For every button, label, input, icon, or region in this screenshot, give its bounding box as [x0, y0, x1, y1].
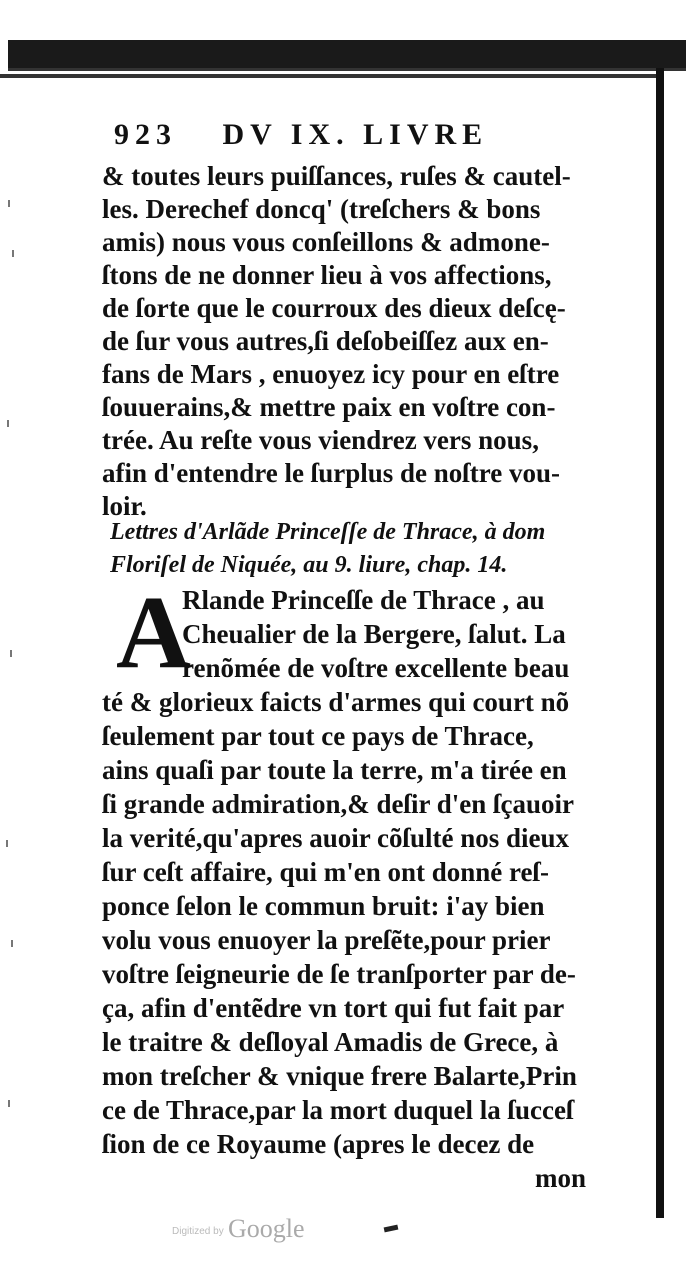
drop-cap: A [116, 575, 192, 690]
heading-line: Lettres d'Arlãde Princeſſe de Thrace, à dom [110, 519, 546, 545]
text-line: volu vous enuoyer la preſẽte,pour prier [102, 925, 551, 955]
text-line: renõmée de voſtre excellente beau [182, 653, 570, 683]
text-line: ſeulement par tout ce pays de Thrace, [102, 721, 534, 751]
running-head-title: DV IX. LIVRE [222, 118, 489, 151]
text-line: fans de Mars , enuoyez icy pour en eſtre [102, 359, 560, 389]
text-line: ſion de ce Royaume (apres le decez de [102, 1129, 535, 1159]
text-line: la verité,qu'apres auoir cõſulté nos dieux [102, 823, 570, 853]
google-watermark: Google [228, 1214, 305, 1243]
text-line: le traitre & deſloyal Amadis de Grece, à [102, 1027, 559, 1057]
text-line: de ſorte que le courroux des dieux deſcę- [102, 293, 566, 323]
text-line: les. Derechef doncq' (treſchers & bons [102, 194, 541, 224]
text-line: de ſur vous autres,ſi deſobeiſſez aux en- [102, 326, 549, 356]
letter-text [102, 575, 622, 1195]
catchword: mon [534, 1163, 586, 1193]
text-line: ça, afin d'entẽdre vn tort qui fut fait par [102, 993, 565, 1023]
text-line: loir. [102, 491, 147, 521]
ink-mark [384, 1225, 399, 1233]
text-line: & toutes leurs puiſſances, ruſes & cautel- [102, 161, 571, 191]
text-line: té & glorieux faicts d'armes qui court nõ [102, 687, 570, 717]
text-line: voſtre ſeigneurie de ſe tranſporter par de- [102, 959, 576, 989]
page-number: 923 [114, 118, 177, 151]
scan-edge-right [656, 68, 664, 1218]
heading-line: Floriſel de Niquée, au 9. liure, chap. 14. [110, 552, 508, 578]
text-line: Cheualier de la Bergere, ſalut. La [182, 619, 566, 649]
body-text [102, 160, 614, 523]
text-line: ſi grande admiration,& deſir d'en ſçauoir [102, 789, 574, 819]
digitized-by-label: Digitized by [172, 1226, 224, 1237]
text-line: ſtons de ne donner lieu à vos affections, [102, 260, 552, 290]
text-line: Rlande Princeſſe de Thrace , au [182, 585, 545, 615]
text-line: mon treſcher & vnique frere Balarte,Prin [102, 1061, 577, 1091]
text-line: amis) nous vous conſeillons & admone- [102, 227, 550, 257]
text-line: ſur ceſt affaire, qui m'en ont donné reſ- [102, 857, 549, 887]
letter-heading [110, 516, 610, 582]
text-line: ains quaſi par toute la terre, m'a tirée en [102, 755, 567, 785]
scan-edge-top [8, 40, 686, 71]
text-line: ce de Thrace,par la mort duquel la ſucceſ [102, 1095, 574, 1125]
text-line: afin d'entendre le ſurplus de noſtre vou- [102, 458, 561, 488]
scan-edge-rule [0, 74, 660, 78]
text-line: trée. Au reſte vous viendrez vers nous, [102, 425, 539, 455]
scan-edge-left-specks [4, 180, 18, 1180]
text-line: ponce ſelon le commun bruit: i'ay bien [102, 891, 545, 921]
running-head [114, 118, 514, 152]
text-line: ſouuerains,& mettre paix en voſtre con- [102, 392, 556, 422]
